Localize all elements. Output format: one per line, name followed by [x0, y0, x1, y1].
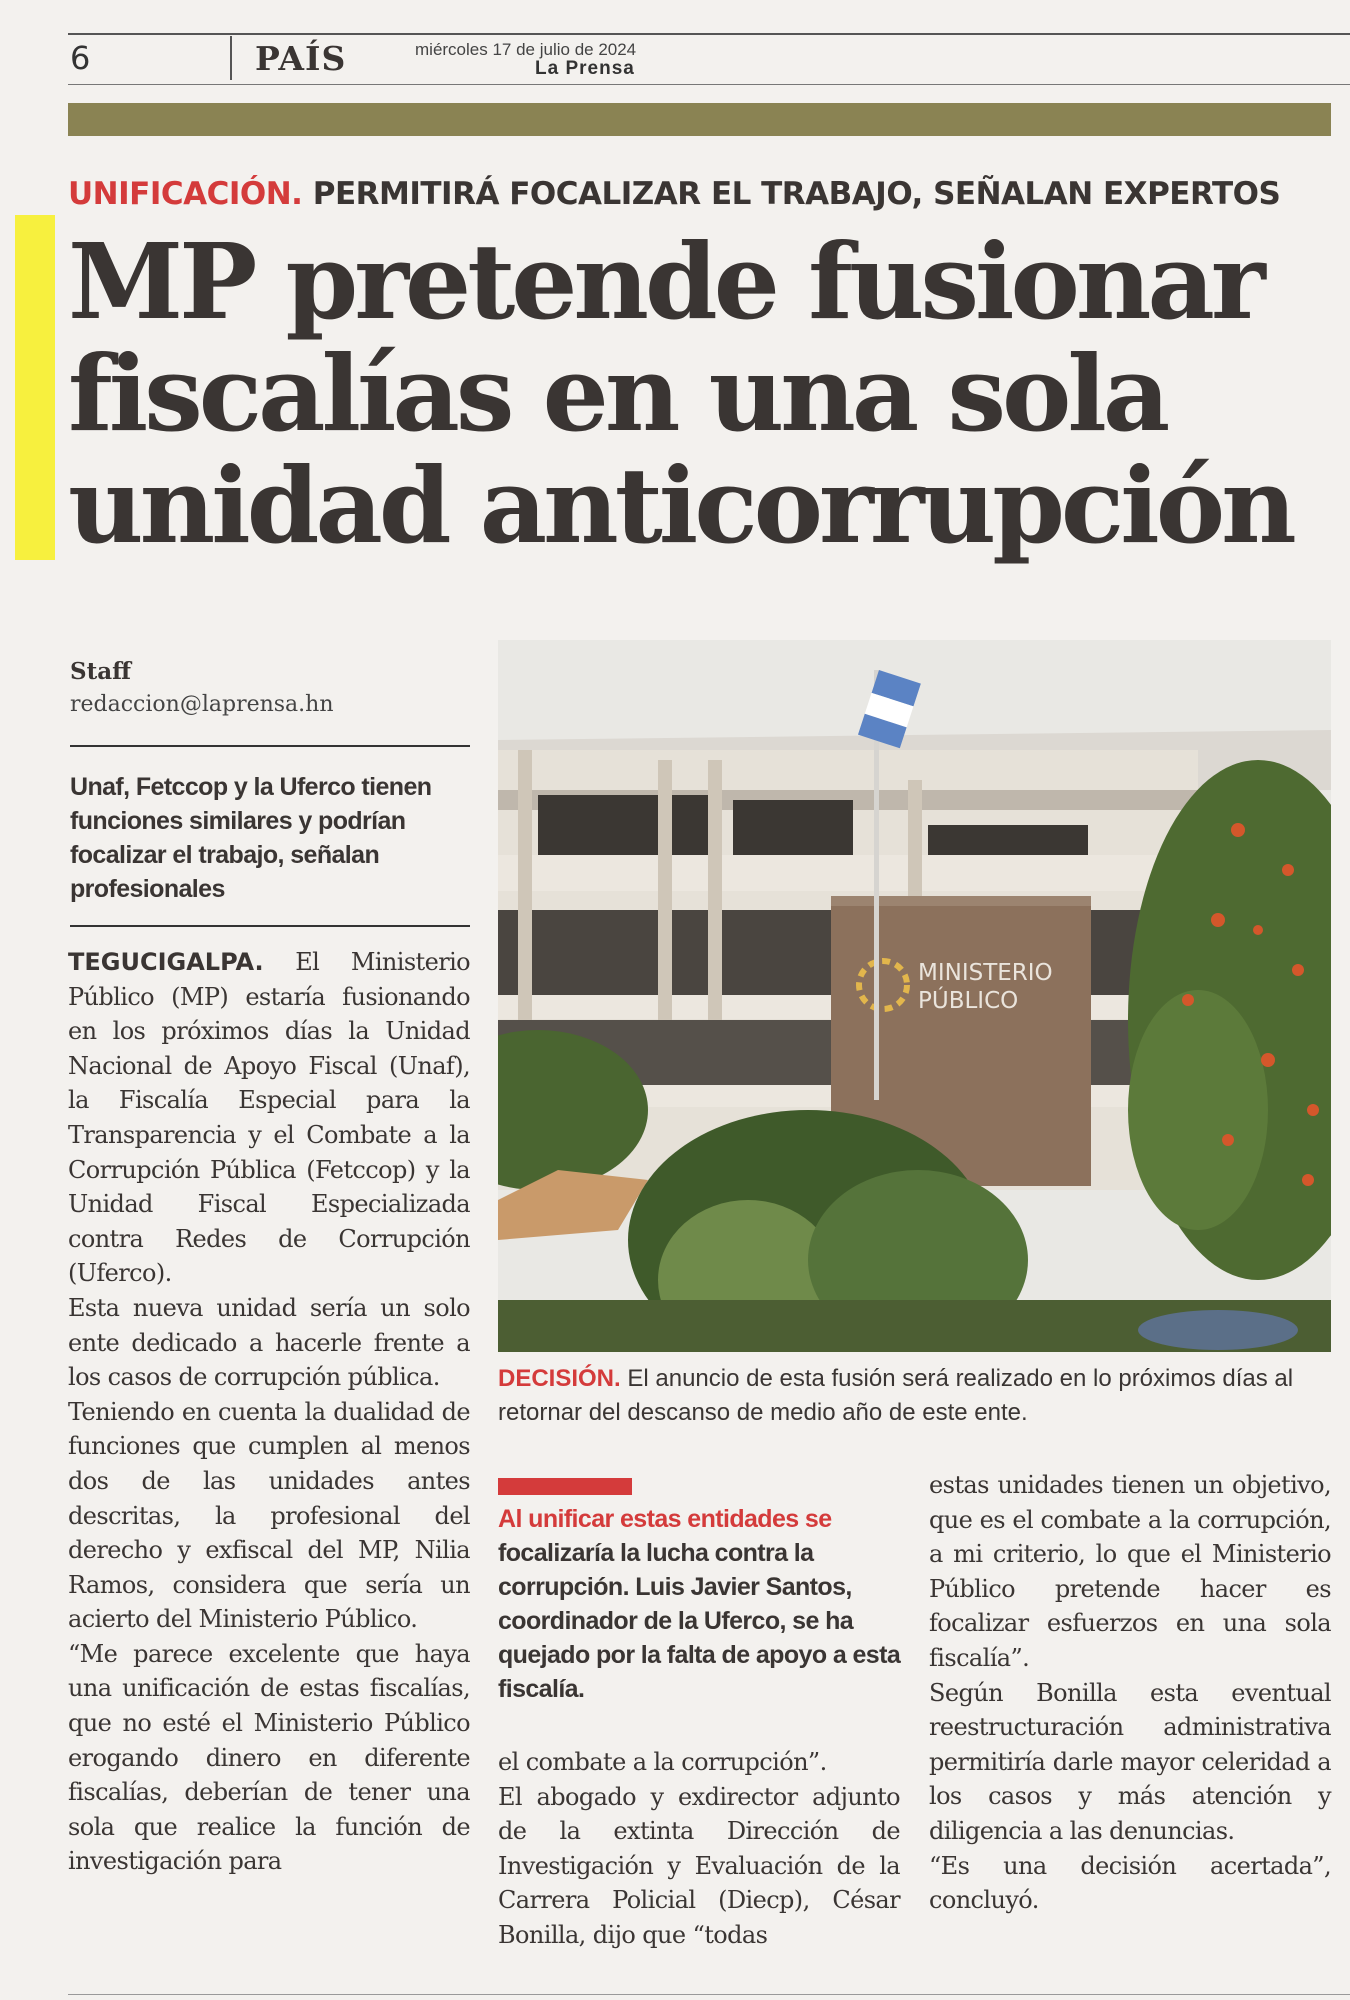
newspaper-name: La Prensa [535, 58, 635, 79]
article-photo [498, 640, 1331, 1352]
headline-line-3: unidad anticorrupción [68, 444, 1293, 567]
byline-author: Staff [70, 658, 132, 685]
caption-label: DECISIÓN. [498, 1365, 621, 1392]
dateline: TEGUCIGALPA. [68, 948, 264, 976]
kicker [68, 174, 1280, 214]
paragraph-8: Según Bonilla esta eventual reestructuración administrativa permitiría darle mayor celeridad a los casos y más atención y diligencia a las denuncias. [929, 1678, 1331, 1845]
issue-date: miércoles 17 de julio de 2024 [415, 40, 637, 59]
paragraph-2: Esta nueva unidad sería un solo ente dedicado a hacerle frente a los casos de corrupción pública. [68, 1293, 470, 1392]
paragraph-4: “Me parece excelente que haya una unificación de estas fiscalías, que no esté el Ministerio Público erogando dinero en diferente fiscalías, deberían de tener una sola que realice la función de investigación para [68, 1639, 470, 1876]
paragraph-5: el combate a la corrupción”. [498, 1748, 827, 1776]
summary-deck: Unaf, Fetccop y la Uferco tienen funciones similares y podrían focalizar el trabajo, señalan profesionales [70, 773, 432, 903]
pull-quote-accent [498, 1478, 632, 1495]
pull-quote-lead: Al unificar estas entidades se [498, 1505, 832, 1533]
paragraph-9: “Es una decisión acertada”, concluyó. [929, 1851, 1331, 1915]
headline-line-1: MP pretende fusionar [68, 220, 1262, 343]
highlighter-mark [15, 215, 55, 560]
article-column-2 [498, 1745, 900, 1953]
footer-rule [68, 1994, 1350, 1995]
paragraph-7: estas unidades tienen un objetivo, que es el combate a la corrupción, a mi criterio, lo que el Ministerio Público pretende hacer es focalizar esfuerzos en una sola fiscalía”. [929, 1471, 1331, 1672]
photo-sign-line-1: MINISTERIO [918, 960, 1053, 986]
kicker-text: PERMITIRÁ FOCALIZAR EL TRABAJO, SEÑALAN EXPERTOS [312, 176, 1281, 212]
summary-top-rule [70, 745, 470, 747]
kicker-label: UNIFICACIÓN. [68, 176, 303, 212]
pull-quote [498, 1502, 903, 1706]
paragraph-3: Teniendo en cuenta la dualidad de funciones que cumplen al menos dos de las unidades antes descritas, la profesional del derecho y exfiscal del MP, Nilia Ramos, considera que sería un acierto del Ministerio Público. [68, 1397, 470, 1634]
page-number: 6 [70, 39, 91, 77]
paragraph-1 [68, 945, 470, 1291]
pull-quote-text: focalizaría la lucha contra la corrupción. Luis Javier Santos, coordinador de la Uferco, se ha quejado por la falta de apoyo a esta fiscalía. [498, 1539, 901, 1703]
article-column-1 [68, 945, 470, 1879]
section-name: PAÍS [255, 39, 347, 78]
paragraph-1-text: El Ministerio Público (MP) estaría fusionando en los próximos días la Unidad Nacional de Apoyo Fiscal (Unaf), la Fiscalía Especial para la Transparencia y el Combate a la Corrupción Pública (Fetccop) y la Unidad Fiscal Especializada contra Redes de Corrupción (Uferco). [68, 948, 471, 1288]
photo-caption [498, 1362, 1338, 1430]
top-rule [68, 33, 1350, 35]
byline-email: redaccion@laprensa.hn [70, 692, 334, 717]
headline [68, 220, 1328, 567]
paragraph-6: El abogado y exdirector adjunto de la extinta Dirección de Investigación y Evaluación de la Carrera Policial (Diecp), César Bonilla, dijo que “todas [498, 1782, 900, 1949]
header-rule [68, 84, 1350, 85]
summary-bottom-rule [70, 925, 470, 927]
header-divider [230, 36, 232, 80]
photo-sign-line-2: PÚBLICO [918, 988, 1019, 1014]
headline-line-2: fiscalías en una sola [68, 332, 1167, 455]
caption-text: El anuncio de esta fusión será realizado en lo próximos días al retornar del descanso de medio año de este ente. [498, 1365, 1294, 1426]
section-color-bar [68, 103, 1331, 136]
article-column-3 [929, 1468, 1331, 1918]
